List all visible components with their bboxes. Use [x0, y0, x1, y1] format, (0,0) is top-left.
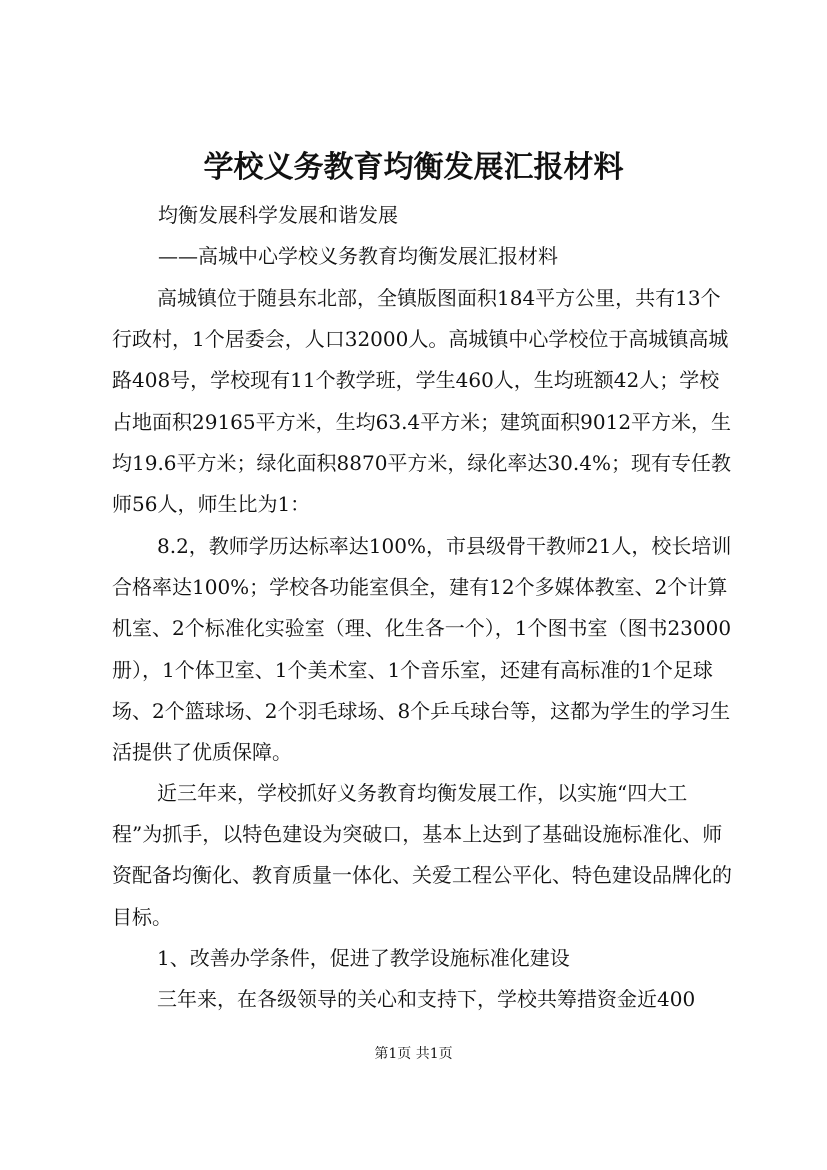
paragraph-funding: 三年来，在各级领导的关心和支持下，学校共筹措资金近400 — [157, 987, 696, 1011]
page-footer: 第1页 共1页 — [374, 1046, 453, 1062]
section-heading-1: 1、改善办学条件，促进了教学设施标准化建设 — [157, 946, 570, 970]
subtitle-report-name: ——高城中心学校义务教育均衡发展汇报材料 — [158, 244, 558, 268]
document-title: 学校义务教育均衡发展汇报材料 — [203, 150, 624, 185]
paragraph-facilities: 8.2，教师学历达标率达100%，市县级骨干教师21人，校长培训合格率达100%；学校各功能室俱全，建有12个多媒体教室、2个计算机室、2个标准化实验室（理、化生各一个），1个图书室（图书23000册），1个体卫室、1个美术室、1个音乐室，还建有高标准的1个足球场、2个篮球场、2个羽毛球场、8个乒乓球台等，这都为学生的学习生活提供了优质保障。 — [112, 534, 732, 765]
subtitle-slogan: 均衡发展科学发展和谐发展 — [158, 203, 398, 227]
paragraph-school-overview: 高城镇位于随县东北部，全镇版图面积184平方公里，共有13个行政村，1个居委会，人口32000人。高城镇中心学校位于高城镇高城路408号，学校现有11个教学班，学生460人，生均班额42人；学校占地面积29165平方米，生均63.4平方米；建筑面积9012平方米，生均19.6平方米；绿化面积8870平方米，绿化率达30.4%；现有专任教师56人，师生比为1： — [112, 286, 732, 517]
paragraph-achievements: 近三年来，学校抓好义务教育均衡发展工作，以实施“四大工程”为抓手，以特色建设为突破口，基本上达到了基础设施标准化、师资配备均衡化、教育质量一体化、关爱工程公平化、特色建设品牌化的目标。 — [112, 781, 732, 929]
